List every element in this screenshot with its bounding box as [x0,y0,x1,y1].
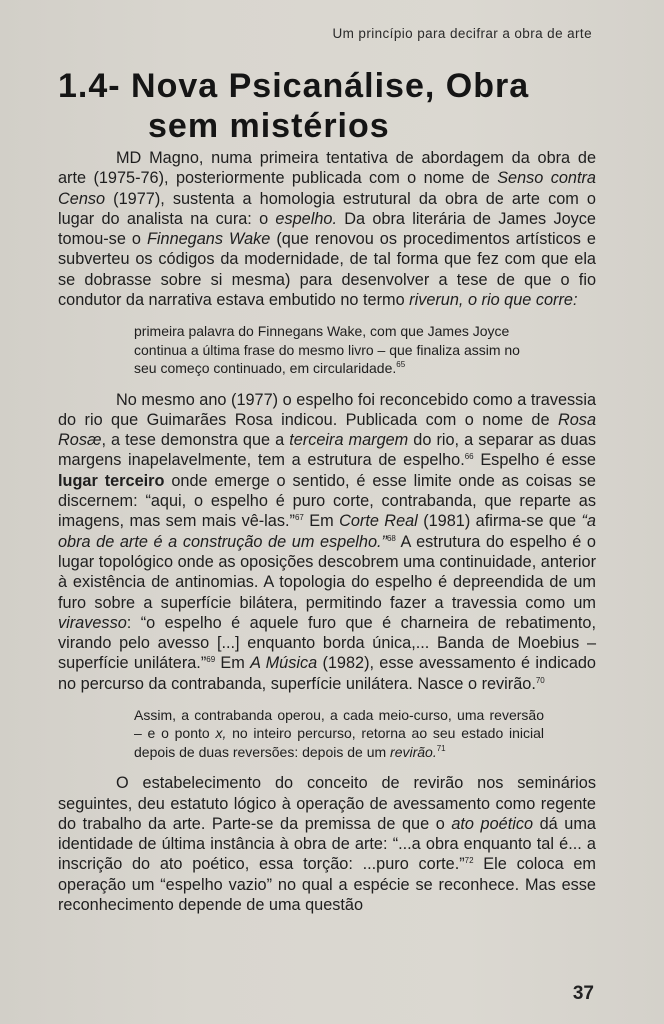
italic-run: riverun, o rio que corre: [409,291,578,310]
italic-run: Senso contra Censo [58,169,596,208]
footnote-ref: 65 [396,360,406,370]
footnote-ref: 66 [464,452,474,462]
text-run: Da obra literária de James Joyce tomou-se o [58,209,596,249]
italic-run: terceira margem [289,431,409,450]
text-run: Ele coloca em operação um “espelho vazio” no qual a espécie se reconhece. Mas esse reconhecimento depende de uma questão [58,855,596,915]
quote-text: primeira palavra do Finnegans Wake, com que James Joyce continua a última frase do mesmo livro – que finaliza assim no seu começo continuado, em circularidade. [134,323,520,377]
italic-run: viravesso [58,613,127,632]
italic-run: x, [215,725,227,742]
chapter-title-line1: 1.4- Nova Psicanálise, Obra [58,67,530,105]
text-run: (1977), sustenta a homologia estrutural da obra de arte com o lugar do analista na cura: o [58,189,596,228]
paragraph-1 [58,148,596,310]
text-run: O estabelecimento do conceito de revirão nos seminários seguintes, deu estatuto lógico à operação de avessamento como regente do trabalho da arte. Parte-se da premissa de que o [58,774,596,833]
chapter-title [58,66,618,146]
footnote-ref: 67 [294,513,304,523]
footnote-ref: 69 [206,655,216,665]
chapter-title-line2: sem mistérios [148,107,390,145]
footnote-ref: 70 [535,675,545,685]
text-run: (que renovou os procedimentos artísticos e subverteu os códigos da modernidade, de tal forma que fez com que ela se dobrasse sobre si mesma) para desenvolver a tese de que o fio condutor da narrativa estava embutido no termo [58,230,596,310]
text-run: , a tese demonstra que a [101,431,290,450]
running-header: Um princípio para decifrar a obra de arte [332,26,592,41]
footnote-ref: 68 [386,533,396,543]
text-run: : “o espelho é aquele furo que é charneira de rebatimento, virando pelo avesso [...] enquanto borda única,... Banda de Moebius – superfície unilátera.” [58,613,596,673]
italic-run: “a obra de arte é a construção de um espelho.” [58,512,596,551]
text-run: Em [303,512,340,531]
text-run: onde emerge o sentido, é esse limite onde as coisas se discernem: “aqui, o espelho é puro corte, contrabanda, que reparte as imagens, mas sem mais vê-las.” [58,471,596,531]
body-text [58,148,596,915]
italic-run: espelho. [275,209,337,228]
italic-run: revirão. [390,743,437,760]
quote-text: no inteiro percurso, retorna ao seu estado inicial depois de duas reversões: depois de um [134,725,545,760]
text-run: A estrutura do espelho é o lugar topológico onde as oposições descobrem uma continuidade, anterior à existência de antinomias. A topologia do espelho é depreendida de um furo sobre a superfície bilátera, permitindo fazer a travessia como um [58,532,596,612]
footnote-ref: 71 [436,743,446,753]
italic-run: Corte Real [339,512,418,531]
italic-run: A Música [250,654,318,673]
block-quote-1 [134,322,526,377]
footnote-ref: 72 [464,856,474,866]
text-run: do rio, a separar as duas margens inapelavelmente, tem a estrutura de espelho. [58,431,596,470]
italic-run: ato poético [451,814,534,833]
page-number: 37 [572,983,594,1004]
text-run: (1982), esse avessamento é indicado no percurso da contrabanda, superfície unilátera. Nasce o revirão. [58,654,596,693]
quote-text: Assim, a contrabanda operou, a cada meio-curso, uma reversão – e o ponto [134,707,544,742]
italic-run: Rosa Rosæ [58,410,596,450]
text-run: (1981) afirma-se que [417,512,582,531]
block-quote-2 [134,706,544,761]
bold-run: lugar terceiro [58,471,165,490]
text-run: Em [215,654,251,673]
paragraph-2 [58,390,596,694]
paragraph-3 [58,773,596,915]
text-run: No mesmo ano (1977) o espelho foi reconcebido como a travessia do rio que Guimarães Rosa indicou. Publicada com o nome de [58,390,596,429]
text-run: dá uma identidade de última instância à obra de arte: “...a obra enquanto tal é... a inscrição do ato poético, essa torção: ...puro corte.” [58,814,596,874]
text-run: Espelho é esse [473,451,596,470]
text-run: MD Magno, numa primeira tentativa de abordagem da obra de arte (1975-76), posteriormente publicada com o nome de [58,149,596,188]
italic-run: Finnegans Wake [146,230,271,249]
